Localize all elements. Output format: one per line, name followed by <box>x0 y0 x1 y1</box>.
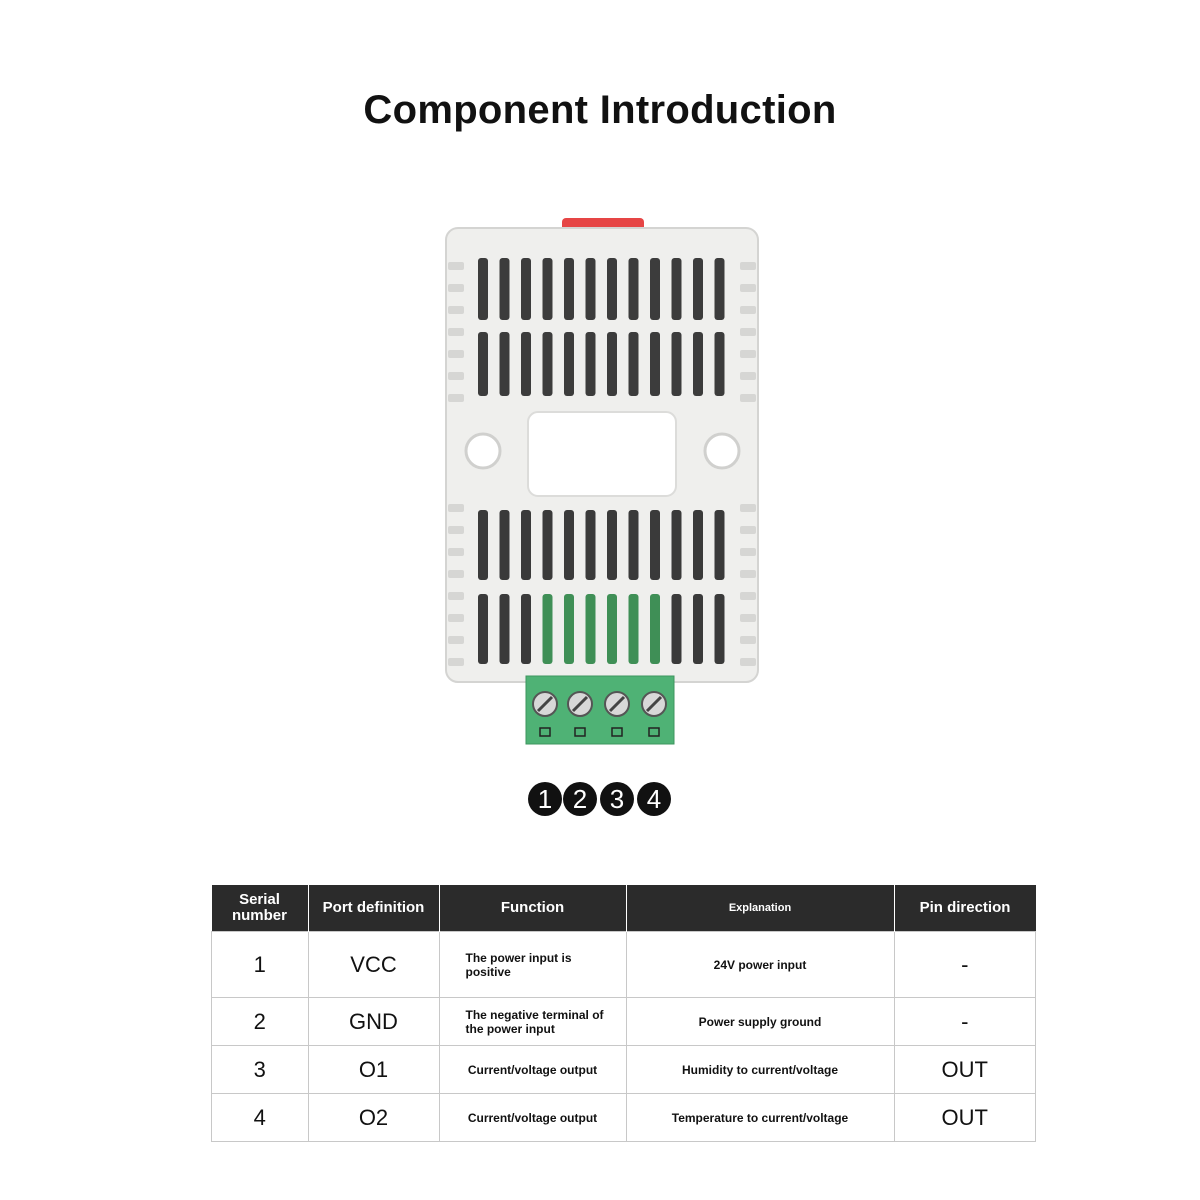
side-notch <box>740 306 756 314</box>
cell-function: Current/voltage output <box>439 1046 626 1094</box>
cell-serial: 1 <box>212 932 309 998</box>
header-function: Function <box>439 885 626 932</box>
side-notch <box>740 548 756 556</box>
vent-slot <box>650 594 660 664</box>
vent-slot <box>629 332 639 396</box>
vent-slot <box>564 332 574 396</box>
side-notch <box>448 636 464 644</box>
vent-slot <box>672 594 682 664</box>
cell-function: Current/voltage output <box>439 1094 626 1142</box>
page-title: Component Introduction <box>363 88 837 132</box>
side-notch <box>448 526 464 534</box>
vent-slot <box>586 332 596 396</box>
cell-function: The negative terminal of the power input <box>439 998 626 1046</box>
side-notch <box>740 328 756 336</box>
vent-slot <box>693 258 703 320</box>
vent-slot <box>607 258 617 320</box>
pin-number: 3 <box>609 784 625 814</box>
cell-serial: 4 <box>212 1094 309 1142</box>
side-notch <box>448 394 464 402</box>
cell-function: The power input is positive <box>439 932 626 998</box>
vent-slot <box>715 332 725 396</box>
cell-direction: OUT <box>894 1046 1036 1094</box>
cell-explanation: Humidity to current/voltage <box>626 1046 894 1094</box>
pin-number: 2 <box>572 784 588 814</box>
vent-slot <box>478 594 488 664</box>
side-notch <box>740 526 756 534</box>
vent-slot <box>607 594 617 664</box>
vent-slot <box>715 510 725 580</box>
side-notch <box>740 614 756 622</box>
vent-slot <box>693 332 703 396</box>
vent-slot <box>543 510 553 580</box>
side-notch <box>740 372 756 380</box>
header-direction: Pin direction <box>894 885 1036 932</box>
side-notch <box>740 284 756 292</box>
vent-slot <box>650 510 660 580</box>
header-serial: Serial number <box>212 885 309 932</box>
vent-slot <box>521 258 531 320</box>
side-notch <box>448 328 464 336</box>
side-notch <box>740 350 756 358</box>
side-notch <box>448 306 464 314</box>
vent-slot <box>715 258 725 320</box>
vent-slot <box>500 258 510 320</box>
side-notch <box>740 504 756 512</box>
vent-slot <box>650 332 660 396</box>
side-notch <box>448 658 464 666</box>
cell-direction: - <box>894 932 1036 998</box>
vent-slot <box>521 594 531 664</box>
vent-slot <box>693 510 703 580</box>
vent-slot <box>672 510 682 580</box>
side-notch <box>448 548 464 556</box>
mount-hole-right <box>705 434 739 468</box>
pin-labels <box>528 782 671 816</box>
side-notch <box>740 262 756 270</box>
cell-port: O2 <box>308 1094 439 1142</box>
vent-slot <box>607 332 617 396</box>
vent-slot <box>672 332 682 396</box>
side-notch <box>740 570 756 578</box>
vent-slot <box>607 510 617 580</box>
vent-slot <box>629 258 639 320</box>
pin-number: 4 <box>646 784 662 814</box>
side-notch <box>448 570 464 578</box>
pin-number: 1 <box>537 784 553 814</box>
table-row <box>212 932 1036 998</box>
side-notch <box>740 636 756 644</box>
cell-explanation: Temperature to current/voltage <box>626 1094 894 1142</box>
vent-slot <box>672 258 682 320</box>
vent-slot <box>500 594 510 664</box>
cell-serial: 2 <box>212 998 309 1046</box>
vent-slot <box>543 594 553 664</box>
vent-slot <box>478 258 488 320</box>
side-notch <box>448 284 464 292</box>
vent-slot <box>543 258 553 320</box>
vent-slot <box>586 510 596 580</box>
cell-port: O1 <box>308 1046 439 1094</box>
vent-slot <box>629 510 639 580</box>
table-header-row <box>212 885 1036 932</box>
side-notch <box>448 262 464 270</box>
side-notch <box>448 504 464 512</box>
label-window <box>528 412 676 496</box>
side-notch <box>740 592 756 600</box>
cell-port: GND <box>308 998 439 1046</box>
vent-slot <box>629 594 639 664</box>
cell-explanation: 24V power input <box>626 932 894 998</box>
vent-slot <box>521 510 531 580</box>
vent-slot <box>543 332 553 396</box>
side-notch <box>448 614 464 622</box>
mount-hole-left <box>466 434 500 468</box>
vent-slot <box>521 332 531 396</box>
side-notch <box>448 350 464 358</box>
vent-slot <box>564 510 574 580</box>
vent-slot <box>586 594 596 664</box>
side-notch <box>740 658 756 666</box>
vent-slot <box>500 332 510 396</box>
side-notch <box>448 592 464 600</box>
vent-slot <box>478 332 488 396</box>
vent-slot <box>693 594 703 664</box>
vent-slot <box>564 594 574 664</box>
side-notch <box>448 372 464 380</box>
table-row <box>212 1046 1036 1094</box>
vent-slot <box>500 510 510 580</box>
vent-slot <box>650 258 660 320</box>
vent-slot <box>715 594 725 664</box>
table-row <box>212 998 1036 1046</box>
vent-slot <box>564 258 574 320</box>
header-explanation: Explanation <box>626 885 894 932</box>
table-row <box>212 1094 1036 1142</box>
side-notch <box>740 394 756 402</box>
cell-direction: OUT <box>894 1094 1036 1142</box>
vent-slot <box>586 258 596 320</box>
cell-port: VCC <box>308 932 439 998</box>
pin-table <box>211 885 1036 1142</box>
header-port: Port definition <box>308 885 439 932</box>
cell-direction: - <box>894 998 1036 1046</box>
vent-slot <box>478 510 488 580</box>
cell-explanation: Power supply ground <box>626 998 894 1046</box>
cell-serial: 3 <box>212 1046 309 1094</box>
